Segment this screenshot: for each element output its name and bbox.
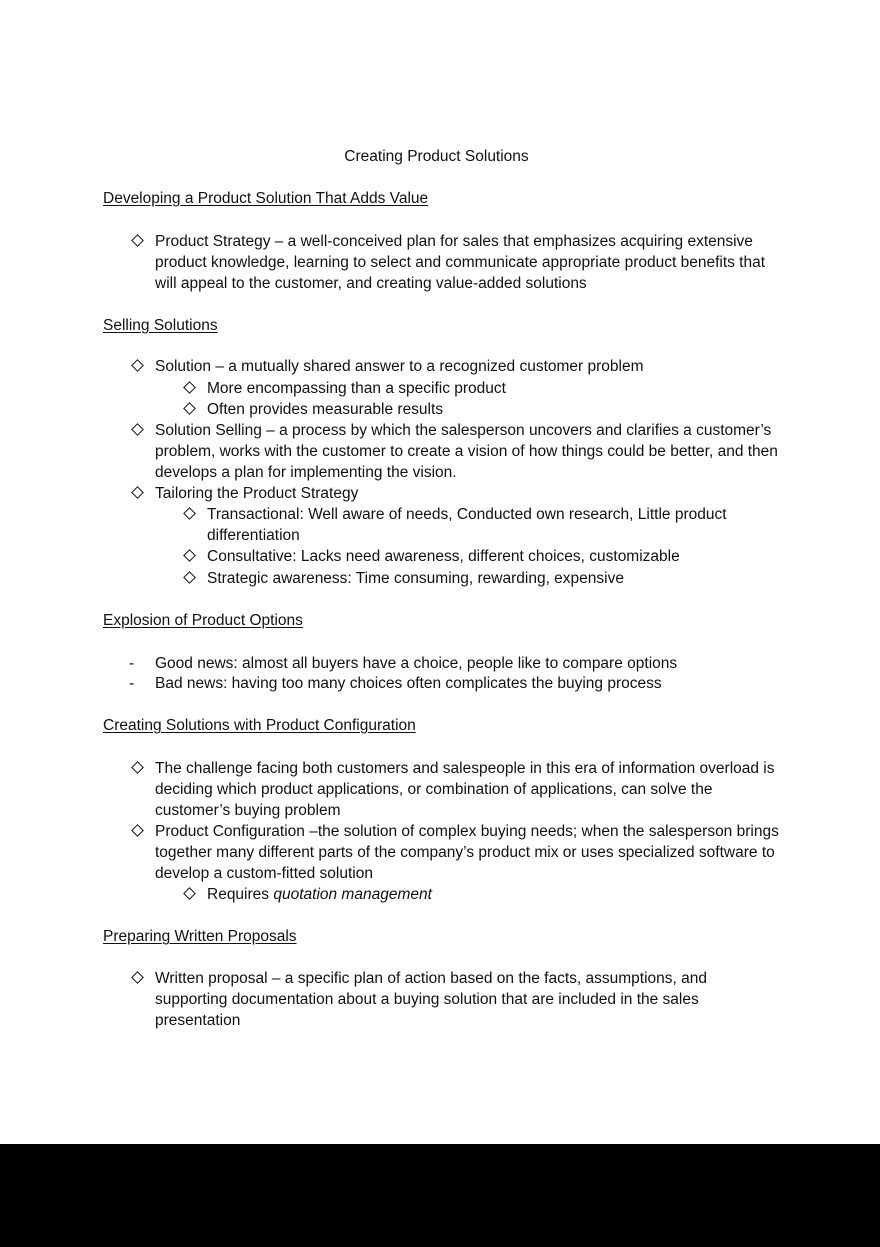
dash-bullet-icon: -	[129, 655, 135, 672]
list-item: Product Configuration –the solution of complex buying needs; when the salesperson brings together many different parts of the company’s product mix or uses specialized software to develop a custom-fitted solution	[155, 821, 780, 884]
list-item: Written proposal – a specific plan of action based on the facts, assumptions, and supporting documentation about a buying solution that are included in the sales presentation	[155, 968, 780, 1031]
list-item: More encompassing than a specific product	[207, 378, 777, 399]
section-heading-selling: Selling Solutions	[103, 317, 218, 334]
italic-term: quotation management	[273, 886, 432, 903]
section-heading-explosion: Explosion of Product Options	[103, 612, 303, 629]
list-item: Strategic awareness: Time consuming, rewarding, expensive	[207, 568, 777, 589]
section-heading-proposals: Preparing Written Proposals	[103, 928, 297, 945]
list-item: Requires quotation management	[207, 884, 777, 905]
list-item: Tailoring the Product Strategy	[155, 483, 780, 504]
list-item: Transactional: Well aware of needs, Conducted own research, Little product differentiation	[207, 504, 777, 546]
bottom-black-bar	[0, 1144, 880, 1247]
document-title: Creating Product Solutions	[344, 148, 529, 165]
section-heading-configuration: Creating Solutions with Product Configuration	[103, 717, 416, 734]
list-item: The challenge facing both customers and salespeople in this era of information overload is deciding which product applications, or combination of applications, can solve the customer’s buying problem	[155, 758, 780, 821]
list-item: - Bad news: having too many choices often complicates the buying process	[129, 675, 662, 692]
list-item: Solution Selling – a process by which the salesperson uncovers and clarifies a customer’s problem, works with the customer to create a vision of how things could be better, and then develops a plan for implementing the vision.	[155, 420, 780, 483]
list-item: Solution – a mutually shared answer to a recognized customer problem	[155, 356, 780, 377]
list-item: - Good news: almost all buyers have a choice, people like to compare options	[129, 655, 678, 672]
list-item: Consultative: Lacks need awareness, different choices, customizable	[207, 546, 777, 567]
list-item: Often provides measurable results	[207, 399, 777, 420]
dash-bullet-icon: -	[129, 675, 135, 692]
section-heading-developing: Developing a Product Solution That Adds Value	[103, 190, 429, 207]
list-item: Product Strategy – a well-conceived plan for sales that emphasizes acquiring extensive product knowledge, learning to select and communicate appropriate product benefits that will appeal to the customer, and creating value-added solutions	[155, 231, 780, 294]
